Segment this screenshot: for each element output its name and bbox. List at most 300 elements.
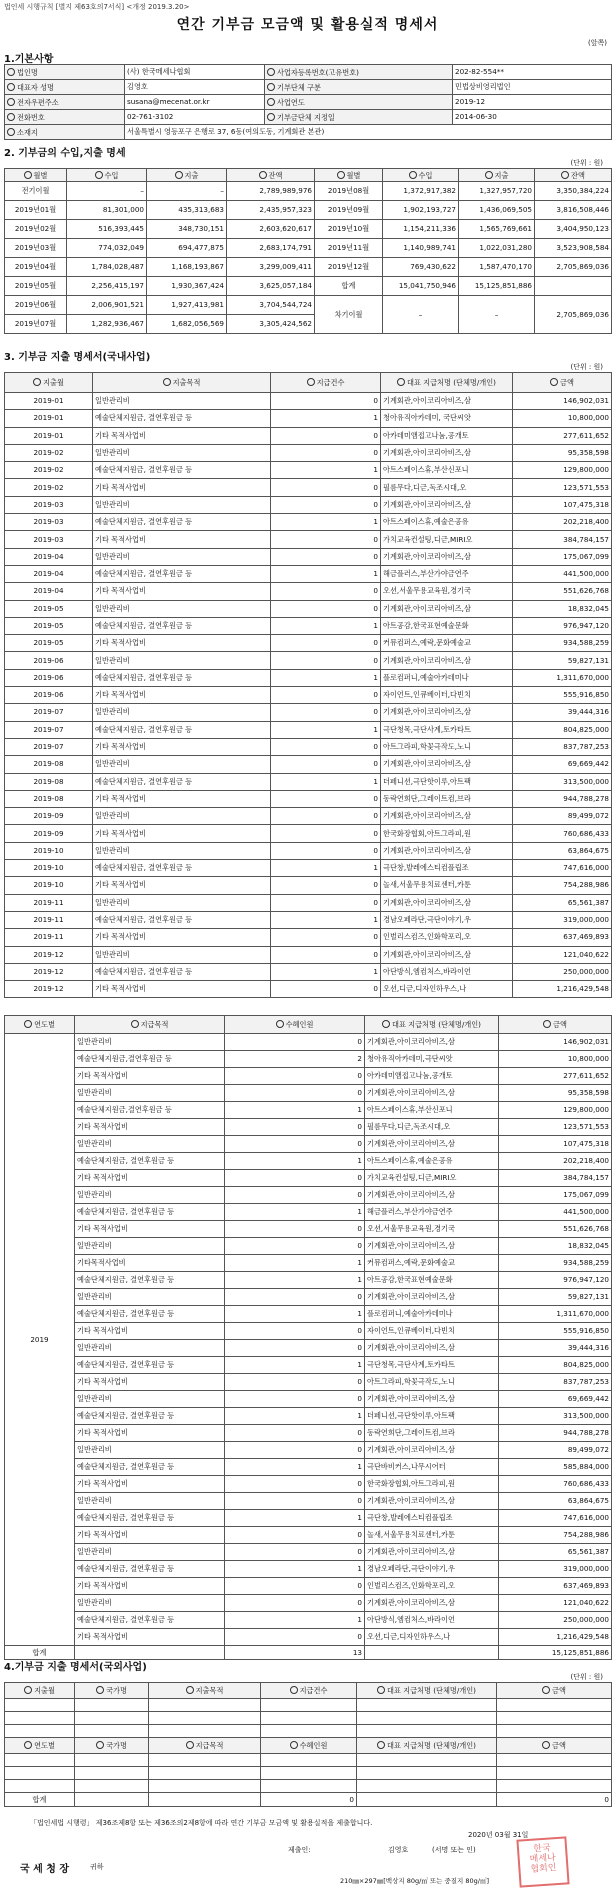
domestic-expense-row <box>5 963 612 980</box>
left-income: 81,301,000 <box>67 201 147 220</box>
field-label: 전화번호 <box>5 110 125 125</box>
recipient-name: 기계회관,아이코리아비즈,삼 <box>381 652 513 669</box>
field-label: 사업연도 <box>265 95 453 110</box>
expense-purpose: 기타 목적사업비 <box>93 790 271 807</box>
right-month: 2019년08월 <box>315 182 383 201</box>
overseas-header-a <box>5 1683 612 1699</box>
expense-month: 2019-07 <box>5 704 93 721</box>
recipient-name: 아트그라피,학꽃극작도,노니 <box>365 1374 499 1391</box>
by-year-expense-row <box>5 1204 612 1221</box>
expense-amount: 976,947,120 <box>513 617 612 634</box>
expense-amount: 555,916,850 <box>499 1323 612 1340</box>
field-number-icon <box>24 1020 32 1028</box>
beneficiary-count: 1 <box>225 1255 365 1272</box>
left-income: 774,032,049 <box>67 239 147 258</box>
expense-month: 2019-04 <box>5 548 93 565</box>
header-label: 지출 <box>184 170 199 180</box>
recipient-name: 자이언트,인큐베이터,다빈치 <box>365 1323 499 1340</box>
empty-cell <box>75 1767 149 1780</box>
header-label: 지출목적 <box>172 378 201 387</box>
expense-purpose: 기타 목적사업비 <box>75 1527 225 1544</box>
empty-cell <box>149 1767 261 1780</box>
expense-amount: 934,588,259 <box>513 635 612 652</box>
empty-cell <box>149 1712 261 1725</box>
by-year-expense-row <box>5 1221 612 1238</box>
recipient-name: 더페니션,극단핫이루,아트팩 <box>381 773 513 790</box>
section2-unit: (단위 : 원) <box>570 159 603 167</box>
expense-month: 2019-09 <box>5 808 93 825</box>
field-value: 2019-12 <box>453 95 612 110</box>
expense-purpose: 일반관리비 <box>93 756 271 773</box>
payment-count: 0 <box>271 929 381 946</box>
expense-purpose: 예술단체지원금, 결연후원금 등 <box>75 1306 225 1323</box>
expense-purpose: 기타 목적사업비 <box>75 1170 225 1187</box>
expense-amount: 944,788,278 <box>499 1425 612 1442</box>
domestic-expense-row <box>5 842 612 859</box>
expense-amount: 747,616,000 <box>513 860 612 877</box>
field-value: (사) 한국메세나협회 <box>125 65 265 80</box>
income-expense-row <box>5 296 612 315</box>
field-number-icon <box>24 1741 32 1749</box>
field-label: 기부금단체 지정일 <box>265 110 453 125</box>
basic-info-row <box>5 65 612 80</box>
header-label: 지출목적 <box>195 1686 224 1695</box>
column-header <box>261 1683 357 1699</box>
left-balance: 2,789,989,976 <box>227 182 315 201</box>
recipient-name: 극단청목,극단사계,토카타트 <box>381 721 513 738</box>
expense-amount: 89,499,072 <box>499 1442 612 1459</box>
right-expense: 1,327,957,720 <box>459 182 535 201</box>
expense-month: 2019-07 <box>5 738 93 755</box>
expense-month: 2019-06 <box>5 652 93 669</box>
expense-amount: 944,788,278 <box>513 790 612 807</box>
expense-amount: 277,611,652 <box>499 1068 612 1085</box>
right-month: 2019년10월 <box>315 220 383 239</box>
empty-cell <box>261 1767 357 1780</box>
by-year-expense-row <box>5 1510 612 1527</box>
expense-amount: 59,827,131 <box>499 1289 612 1306</box>
by-year-expense-row <box>5 1289 612 1306</box>
expense-purpose: 예술단체지원금, 결연후원금 등 <box>75 1510 225 1527</box>
expense-month: 2019-12 <box>5 963 93 980</box>
beneficiary-count: 1 <box>225 1102 365 1119</box>
empty-cell <box>5 1767 75 1780</box>
payment-count: 0 <box>271 444 381 461</box>
expense-month: 2019-02 <box>5 444 93 461</box>
expense-amount: 804,825,000 <box>499 1357 612 1374</box>
recipient-name: 경남오페라단,극단이야기,우 <box>365 1561 499 1578</box>
domestic-expense-row <box>5 462 612 479</box>
overseas-empty-row <box>5 1699 612 1712</box>
right-month: 2019년11월 <box>315 239 383 258</box>
right-income: 1,154,211,336 <box>383 220 459 239</box>
beneficiary-count: 0 <box>225 1391 365 1408</box>
field-number-icon <box>290 1686 298 1694</box>
by-year-expense-row <box>5 1102 612 1119</box>
recipient-name: 아트스페이스휴,부산신포니 <box>381 462 513 479</box>
by-year-expense-row <box>5 1561 612 1578</box>
recipient-name: 기계회관,아이코리아비즈,삼 <box>381 600 513 617</box>
header-label: 월별 <box>346 170 361 180</box>
expense-purpose: 일반관리비 <box>93 393 271 410</box>
header-label: 수혜인원 <box>299 1741 328 1750</box>
expense-amount: 69,669,442 <box>499 1391 612 1408</box>
field-number-icon <box>409 171 417 179</box>
domestic-expense-row <box>5 946 612 963</box>
payment-count: 1 <box>271 410 381 427</box>
recipient-name: 아카데미앰접고나눔,공개토 <box>365 1068 499 1085</box>
field-number-icon <box>542 1686 550 1694</box>
header-label: 국가명 <box>106 1741 127 1750</box>
overseas-empty-row <box>5 1780 612 1793</box>
field-number-icon <box>290 1741 298 1749</box>
income-expense-header <box>5 169 612 182</box>
payment-count: 0 <box>271 790 381 807</box>
by-year-expense-row <box>5 1476 612 1493</box>
left-month: 2019년06월 <box>5 296 67 315</box>
beneficiary-count: 0 <box>225 1493 365 1510</box>
expense-purpose: 기타 목적사업비 <box>93 427 271 444</box>
expense-purpose: 기타 목적사업비 <box>75 1476 225 1493</box>
right-balance: 3,816,508,446 <box>535 201 612 220</box>
overseas-empty-row <box>5 1767 612 1780</box>
left-balance: 3,299,009,411 <box>227 258 315 277</box>
expense-amount: 1,216,429,548 <box>513 981 612 998</box>
expense-purpose: 일반관리비 <box>75 1085 225 1102</box>
field-number-icon <box>377 1686 385 1694</box>
section1-title: 1.기본사항 <box>4 54 54 65</box>
payment-count: 0 <box>271 600 381 617</box>
empty-cell <box>261 1754 357 1767</box>
recipient-name: 극단청목,극단사계,토카타트 <box>365 1357 499 1374</box>
overseas-header-b <box>5 1738 612 1754</box>
right-expense: 1,436,069,505 <box>459 201 535 220</box>
payment-count: 0 <box>271 531 381 548</box>
expense-amount: 146,902,031 <box>513 393 612 410</box>
expense-amount: 1,311,670,000 <box>513 669 612 686</box>
expense-amount: 441,500,000 <box>513 565 612 582</box>
recipient-name: 아단방식,엠컴처스,바라이언 <box>381 963 513 980</box>
addressee-suffix: 귀하 <box>90 1863 104 1871</box>
expense-amount: 121,040,622 <box>513 946 612 963</box>
empty-cell <box>497 1725 612 1738</box>
empty-cell <box>261 1725 357 1738</box>
column-header <box>535 169 612 182</box>
by-year-expense-row <box>5 1272 612 1289</box>
expense-purpose: 기타 목적사업비 <box>75 1119 225 1136</box>
left-month: 2019년05월 <box>5 277 67 296</box>
expense-amount: 123,571,553 <box>513 479 612 496</box>
header-label: 잔액 <box>571 170 585 180</box>
basic-info-row <box>5 80 612 95</box>
expense-amount: 202,218,400 <box>499 1153 612 1170</box>
beneficiary-count: 0 <box>225 1068 365 1085</box>
expense-purpose: 기타 목적사업비 <box>93 981 271 998</box>
beneficiary-count: 0 <box>225 1238 365 1255</box>
expense-month: 2019-08 <box>5 756 93 773</box>
by-year-expense-row <box>5 1136 612 1153</box>
expense-year: 2019 <box>5 1034 75 1646</box>
recipient-name: 필름무다,디귿,독조시대,오 <box>381 479 513 496</box>
field-number-icon <box>186 1686 194 1694</box>
empty-cell <box>5 1754 75 1767</box>
recipient-name: 기계회관,아이코리아비즈,삼 <box>381 894 513 911</box>
header-label: 잔액 <box>268 170 283 180</box>
domestic-expense-row <box>5 652 612 669</box>
recipient-name: 오션,서울무용교육원,경기국 <box>365 1221 499 1238</box>
beneficiary-count: 0 <box>225 1136 365 1153</box>
right-expense: 1,587,470,170 <box>459 258 535 277</box>
expense-purpose: 예술단체지원금,결연후원금 등 <box>75 1102 225 1119</box>
left-balance: 2,603,620,617 <box>227 220 315 239</box>
domestic-expense-row <box>5 583 612 600</box>
right-balance: 2,705,869,036 <box>535 258 612 277</box>
expense-purpose: 일반관리비 <box>75 1493 225 1510</box>
column-header <box>5 1738 75 1754</box>
expense-amount: 754,288,986 <box>499 1527 612 1544</box>
expense-amount: 175,067,099 <box>513 548 612 565</box>
column-header <box>357 1738 497 1754</box>
total-label: 합계 <box>5 1646 75 1660</box>
beneficiary-count: 1 <box>225 1272 365 1289</box>
expense-purpose: 기타 목적사업비 <box>93 877 271 894</box>
empty-cell <box>357 1780 497 1793</box>
expense-amount: 837,787,253 <box>499 1374 612 1391</box>
beneficiary-count: 1 <box>225 1204 365 1221</box>
expense-purpose: 일반관리비 <box>93 808 271 825</box>
empty-cell <box>357 1725 497 1738</box>
expense-amount: 1,216,429,548 <box>499 1629 612 1646</box>
address-label: 소재지 <box>5 125 125 140</box>
empty-cell <box>497 1780 612 1793</box>
expense-month: 2019-11 <box>5 929 93 946</box>
beneficiary-count: 2 <box>225 1051 365 1068</box>
column-header <box>459 169 535 182</box>
recipient-name: 해금플러스,부산가야금연주 <box>381 565 513 582</box>
field-number-icon <box>377 1741 385 1749</box>
by-year-expense-row <box>5 1612 612 1629</box>
field-value: susana@mecenat.or.kr <box>125 95 265 110</box>
expense-month: 2019-01 <box>5 410 93 427</box>
column-header <box>5 1683 75 1699</box>
left-balance: 3,704,544,724 <box>227 296 315 315</box>
empty-cell <box>75 1712 149 1725</box>
right-income: 1,372,917,382 <box>383 182 459 201</box>
expense-amount: 146,902,031 <box>499 1034 612 1051</box>
payment-count: 1 <box>271 462 381 479</box>
right-income: 769,430,622 <box>383 258 459 277</box>
recipient-name: 기계회관,아이코리아비즈,삼 <box>365 1493 499 1510</box>
by-year-expense-row <box>5 1391 612 1408</box>
total-balance <box>535 277 612 296</box>
front-page-note: (앞쪽) <box>588 39 607 47</box>
field-number-icon <box>550 378 558 386</box>
header-label: 수입 <box>104 170 119 180</box>
expense-month: 2019-05 <box>5 617 93 634</box>
header-label: 금액 <box>553 1020 567 1029</box>
beneficiary-count: 0 <box>225 1221 365 1238</box>
domestic-expense-row <box>5 756 612 773</box>
header-label: 대표 지급처명 (단체명/개인) <box>392 1020 481 1029</box>
empty-cell <box>5 1712 75 1725</box>
submitter-name: 김영호 <box>388 1846 409 1854</box>
beneficiary-count: 1 <box>225 1153 365 1170</box>
beneficiary-count: 1 <box>225 1459 365 1476</box>
expense-amount: 10,800,000 <box>513 410 612 427</box>
expense-purpose: 예술단체지원금, 결연후원금 등 <box>93 860 271 877</box>
recipient-name: 가치교육컨설팅,디귿,MIRI오 <box>381 531 513 548</box>
recipient-name: 기계회관,아이코리아비즈,삼 <box>381 548 513 565</box>
payment-count: 0 <box>271 738 381 755</box>
field-label: 대표자 성명 <box>5 80 125 95</box>
left-month: 전기이월 <box>5 182 67 201</box>
expense-purpose: 일반관리비 <box>93 704 271 721</box>
by-year-expense-row <box>5 1238 612 1255</box>
domestic-expense-row <box>5 877 612 894</box>
field-number-icon <box>131 1020 139 1028</box>
payment-count: 0 <box>271 894 381 911</box>
expense-purpose: 예술단체지원금, 결연후원금 등 <box>75 1459 225 1476</box>
column-header <box>75 1016 225 1034</box>
expense-amount: 39,444,316 <box>499 1340 612 1357</box>
expense-month: 2019-07 <box>5 721 93 738</box>
recipient-name: 인벌리스컴즈,인화학포리,오 <box>365 1578 499 1595</box>
expense-purpose: 예술단체지원금, 결연후원금 등 <box>93 911 271 928</box>
recipient-name: 오션,디귿,디자인하우스,나 <box>365 1629 499 1646</box>
by-year-expense-row <box>5 1357 612 1374</box>
expense-purpose: 기타 목적사업비 <box>93 825 271 842</box>
by-year-header <box>5 1016 612 1034</box>
payment-count: 0 <box>271 704 381 721</box>
beneficiary-count: 1 <box>225 1612 365 1629</box>
section3-unit: (단위 : 원) <box>570 363 603 371</box>
by-year-expense-row <box>5 1459 612 1476</box>
expense-amount: 202,218,400 <box>513 514 612 531</box>
payment-count: 0 <box>271 427 381 444</box>
recipient-name: 극단창,발레에스티컴플립조 <box>365 1510 499 1527</box>
domestic-expense-row <box>5 600 612 617</box>
header-label: 지급목적 <box>195 1741 224 1750</box>
income-expense-row <box>5 239 612 258</box>
expense-purpose: 기타 목적사업비 <box>93 583 271 600</box>
empty-cell <box>75 1725 149 1738</box>
expense-purpose: 예술단체지원금, 결연후원금 등 <box>75 1357 225 1374</box>
recipient-name: 오션,서울무용교육원,경기국 <box>381 583 513 600</box>
expense-purpose: 예술단체지원금, 결연후원금 등 <box>93 565 271 582</box>
field-number-icon <box>96 1686 104 1694</box>
payment-count: 1 <box>271 669 381 686</box>
expense-month: 2019-11 <box>5 894 93 911</box>
expense-amount: 250,000,000 <box>513 963 612 980</box>
domestic-expense-row <box>5 704 612 721</box>
expense-purpose: 일반관리비 <box>93 894 271 911</box>
expense-month: 2019-03 <box>5 496 93 513</box>
right-month: 2019년09월 <box>315 201 383 220</box>
recipient-name: 기계회관,아이코리아비즈,삼 <box>381 704 513 721</box>
payment-count: 0 <box>271 583 381 600</box>
expense-amount: 804,825,000 <box>513 721 612 738</box>
field-number-icon <box>542 1741 550 1749</box>
left-balance: 2,683,174,791 <box>227 239 315 258</box>
payment-count: 1 <box>271 773 381 790</box>
expense-purpose: 기타 목적사업비 <box>75 1221 225 1238</box>
left-expense: 1,930,367,424 <box>147 277 227 296</box>
recipient-name: 플로컴퍼니,예술아카데미나 <box>381 669 513 686</box>
header-label: 지급건수 <box>299 1686 328 1695</box>
carry-over-expense: – <box>459 296 535 334</box>
section2-title: 2. 기부금의 수입,지출 명세 <box>4 148 126 159</box>
domestic-expense-row <box>5 531 612 548</box>
payment-count: 0 <box>271 808 381 825</box>
left-income: 2,006,901,521 <box>67 296 147 315</box>
empty-cell <box>357 1699 497 1712</box>
recipient-name: 아트공감,한국표현예술문화 <box>365 1272 499 1289</box>
submission-date: 2020년 03월 31일 <box>468 1831 529 1839</box>
by-year-expense-row <box>5 1170 612 1187</box>
overseas-expense-table <box>4 1682 612 1807</box>
domestic-expense-table <box>4 372 612 998</box>
column-header <box>261 1738 357 1754</box>
left-expense: 1,168,193,867 <box>147 258 227 277</box>
expense-amount: 129,800,000 <box>499 1102 612 1119</box>
left-income: 2,256,415,197 <box>67 277 147 296</box>
left-expense: 1,927,413,981 <box>147 296 227 315</box>
column-header <box>225 1016 365 1034</box>
beneficiary-count: 0 <box>225 1595 365 1612</box>
beneficiary-count: 0 <box>225 1374 365 1391</box>
right-balance: 3,404,950,123 <box>535 220 612 239</box>
domestic-expense-row <box>5 790 612 807</box>
domestic-expense-row <box>5 894 612 911</box>
expense-month: 2019-12 <box>5 946 93 963</box>
payment-count: 1 <box>271 565 381 582</box>
empty-cell <box>497 1767 612 1780</box>
recipient-name: 플로컴퍼니,예술아카데미나 <box>365 1306 499 1323</box>
domestic-expense-row <box>5 479 612 496</box>
recipient-name: 청아유직아카데미, 국단씨앗 <box>381 410 513 427</box>
by-year-expense-row <box>5 1527 612 1544</box>
expense-amount: 277,611,652 <box>513 427 612 444</box>
total-count: 13 <box>225 1646 365 1660</box>
beneficiary-count: 0 <box>225 1425 365 1442</box>
left-income: 1,784,028,487 <box>67 258 147 277</box>
column-header <box>513 373 612 393</box>
left-expense: – <box>147 182 227 201</box>
beneficiary-count: 0 <box>225 1323 365 1340</box>
total-blank <box>75 1793 149 1807</box>
empty-cell <box>357 1712 497 1725</box>
expense-month: 2019-01 <box>5 393 93 410</box>
expense-month: 2019-06 <box>5 669 93 686</box>
column-header <box>383 169 459 182</box>
domestic-expense-row <box>5 635 612 652</box>
column-header <box>75 1738 149 1754</box>
column-header <box>93 373 271 393</box>
payment-count: 1 <box>271 963 381 980</box>
payment-count: 0 <box>271 393 381 410</box>
expense-purpose: 일반관리비 <box>75 1289 225 1306</box>
overseas-empty-row <box>5 1712 612 1725</box>
domestic-expense-row <box>5 548 612 565</box>
column-header <box>5 169 67 182</box>
expense-purpose: 기타목적사업비 <box>75 1255 225 1272</box>
right-expense: 1,022,031,280 <box>459 239 535 258</box>
beneficiary-count: 0 <box>225 1289 365 1306</box>
paper-spec: 210㎜×297㎜[백상지 80g/㎡ 또는 중질지 80g/㎡] <box>340 1877 490 1885</box>
recipient-name: 기계회관,아이코리아비즈,삼 <box>365 1289 499 1306</box>
left-expense: 694,477,875 <box>147 239 227 258</box>
domestic-expense-row <box>5 738 612 755</box>
